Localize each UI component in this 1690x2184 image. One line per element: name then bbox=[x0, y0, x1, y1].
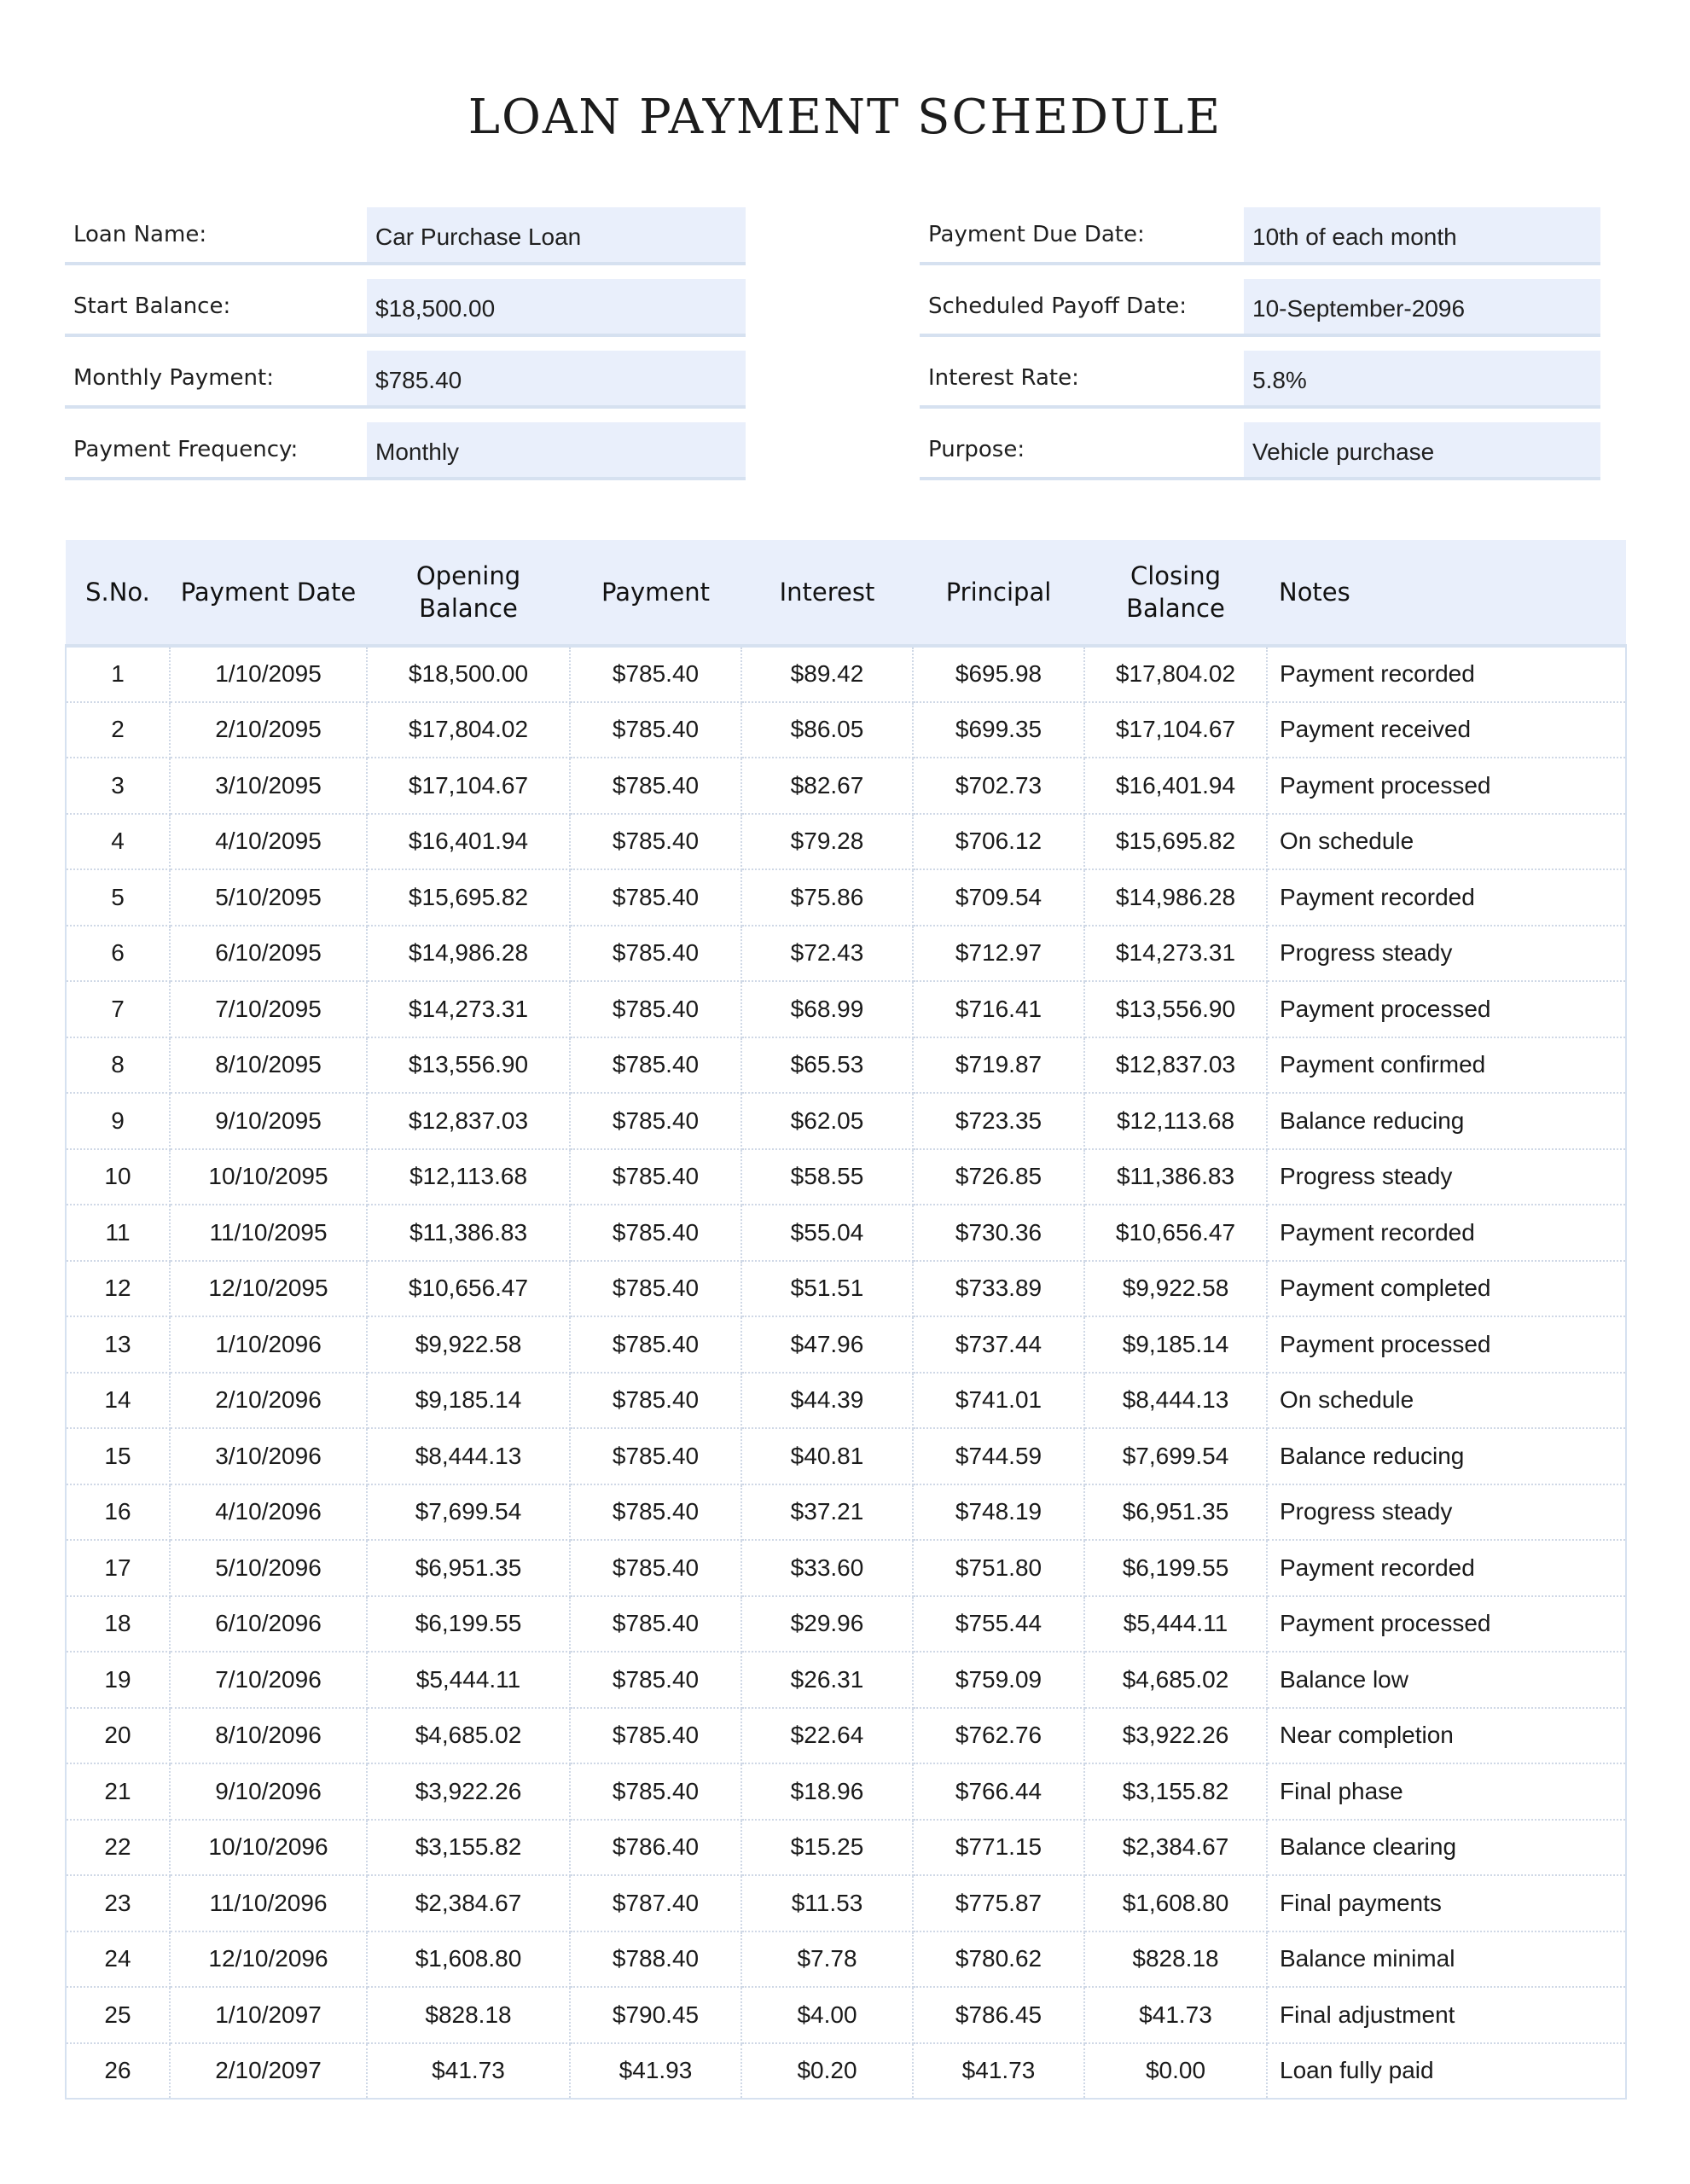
cell-closing-balance: $41.73 bbox=[1084, 1987, 1267, 2043]
cell-payment: $785.40 bbox=[570, 1093, 741, 1149]
cell-closing-balance: $4,685.02 bbox=[1084, 1652, 1267, 1708]
cell-sno: 4 bbox=[66, 814, 170, 870]
cell-sno: 13 bbox=[66, 1316, 170, 1373]
cell-notes: Progress steady bbox=[1267, 1149, 1626, 1205]
header-interest: Interest bbox=[741, 540, 913, 646]
cell-notes: Payment completed bbox=[1267, 1261, 1626, 1317]
cell-payment-date: 7/10/2096 bbox=[170, 1652, 367, 1708]
cell-notes: Payment recorded bbox=[1267, 1540, 1626, 1596]
table-row bbox=[66, 1484, 1626, 1541]
cell-principal: $748.19 bbox=[913, 1484, 1084, 1541]
cell-opening-balance: $6,951.35 bbox=[367, 1540, 570, 1596]
cell-payment: $787.40 bbox=[570, 1875, 741, 1931]
cell-payment: $785.40 bbox=[570, 1037, 741, 1094]
cell-payment: $785.40 bbox=[570, 1149, 741, 1205]
cell-notes: Progress steady bbox=[1267, 1484, 1626, 1541]
cell-opening-balance: $828.18 bbox=[367, 1987, 570, 2043]
cell-interest: $47.96 bbox=[741, 1316, 913, 1373]
cell-payment: $785.40 bbox=[570, 1540, 741, 1596]
summary-label: Loan Name: bbox=[73, 222, 207, 247]
cell-interest: $0.20 bbox=[741, 2043, 913, 2100]
cell-payment: $785.40 bbox=[570, 1261, 741, 1317]
cell-opening-balance: $1,608.80 bbox=[367, 1931, 570, 1988]
cell-principal: $41.73 bbox=[913, 2043, 1084, 2100]
cell-payment: $785.40 bbox=[570, 1652, 741, 1708]
cell-payment: $788.40 bbox=[570, 1931, 741, 1988]
cell-interest: $89.42 bbox=[741, 646, 913, 702]
cell-payment-date: 2/10/2097 bbox=[170, 2043, 367, 2100]
cell-sno: 7 bbox=[66, 981, 170, 1037]
cell-payment-date: 3/10/2095 bbox=[170, 758, 367, 814]
table-body bbox=[66, 646, 1626, 2099]
cell-payment: $785.40 bbox=[570, 702, 741, 758]
cell-principal: $737.44 bbox=[913, 1316, 1084, 1373]
cell-interest: $82.67 bbox=[741, 758, 913, 814]
header-opening-line1: Opening bbox=[415, 561, 521, 590]
cell-principal: $786.45 bbox=[913, 1987, 1084, 2043]
cell-opening-balance: $3,922.26 bbox=[367, 1763, 570, 1820]
cell-payment-date: 5/10/2096 bbox=[170, 1540, 367, 1596]
cell-interest: $62.05 bbox=[741, 1093, 913, 1149]
cell-sno: 15 bbox=[66, 1428, 170, 1484]
cell-payment-date: 8/10/2095 bbox=[170, 1037, 367, 1094]
cell-sno: 16 bbox=[66, 1484, 170, 1541]
cell-sno: 8 bbox=[66, 1037, 170, 1094]
cell-payment: $785.40 bbox=[570, 1373, 741, 1429]
cell-notes: Payment processed bbox=[1267, 758, 1626, 814]
cell-payment: $785.40 bbox=[570, 926, 741, 982]
cell-opening-balance: $16,401.94 bbox=[367, 814, 570, 870]
summary-row-purpose bbox=[920, 422, 1600, 480]
cell-notes: Balance minimal bbox=[1267, 1931, 1626, 1988]
cell-closing-balance: $3,155.82 bbox=[1084, 1763, 1267, 1820]
cell-closing-balance: $17,804.02 bbox=[1084, 646, 1267, 702]
cell-payment-date: 10/10/2096 bbox=[170, 1820, 367, 1876]
cell-interest: $18.96 bbox=[741, 1763, 913, 1820]
table-row bbox=[66, 1261, 1626, 1317]
summary-row-loan-name bbox=[65, 207, 746, 265]
cell-notes: Payment processed bbox=[1267, 1596, 1626, 1653]
cell-notes: Balance clearing bbox=[1267, 1820, 1626, 1876]
cell-notes: Final adjustment bbox=[1267, 1987, 1626, 2043]
cell-interest: $7.78 bbox=[741, 1931, 913, 1988]
cell-interest: $40.81 bbox=[741, 1428, 913, 1484]
cell-payment-date: 12/10/2095 bbox=[170, 1261, 367, 1317]
cell-interest: $15.25 bbox=[741, 1820, 913, 1876]
cell-interest: $68.99 bbox=[741, 981, 913, 1037]
cell-sno: 5 bbox=[66, 869, 170, 926]
cell-sno: 11 bbox=[66, 1205, 170, 1261]
cell-opening-balance: $41.73 bbox=[367, 2043, 570, 2100]
summary-label: Payment Frequency: bbox=[73, 437, 299, 462]
header-closing-line2: Balance bbox=[1126, 594, 1225, 623]
cell-interest: $37.21 bbox=[741, 1484, 913, 1541]
cell-payment-date: 5/10/2095 bbox=[170, 869, 367, 926]
cell-opening-balance: $9,185.14 bbox=[367, 1373, 570, 1429]
cell-principal: $744.59 bbox=[913, 1428, 1084, 1484]
cell-interest: $51.51 bbox=[741, 1261, 913, 1317]
cell-principal: $719.87 bbox=[913, 1037, 1084, 1094]
cell-closing-balance: $9,922.58 bbox=[1084, 1261, 1267, 1317]
cell-payment: $785.40 bbox=[570, 869, 741, 926]
header-closing-balance bbox=[1084, 540, 1267, 646]
cell-payment-date: 6/10/2095 bbox=[170, 926, 367, 982]
cell-opening-balance: $3,155.82 bbox=[367, 1820, 570, 1876]
cell-opening-balance: $9,922.58 bbox=[367, 1316, 570, 1373]
cell-notes: Payment received bbox=[1267, 702, 1626, 758]
cell-payment: $786.40 bbox=[570, 1820, 741, 1876]
cell-opening-balance: $6,199.55 bbox=[367, 1596, 570, 1653]
table-row bbox=[66, 814, 1626, 870]
cell-principal: $716.41 bbox=[913, 981, 1084, 1037]
cell-interest: $86.05 bbox=[741, 702, 913, 758]
cell-principal: $759.09 bbox=[913, 1652, 1084, 1708]
cell-payment: $785.40 bbox=[570, 814, 741, 870]
cell-opening-balance: $4,685.02 bbox=[367, 1708, 570, 1764]
table-row bbox=[66, 1093, 1626, 1149]
cell-interest: $29.96 bbox=[741, 1596, 913, 1653]
cell-payment: $785.40 bbox=[570, 1428, 741, 1484]
cell-sno: 9 bbox=[66, 1093, 170, 1149]
cell-sno: 26 bbox=[66, 2043, 170, 2100]
cell-principal: $706.12 bbox=[913, 814, 1084, 870]
cell-sno: 25 bbox=[66, 1987, 170, 2043]
cell-interest: $22.64 bbox=[741, 1708, 913, 1764]
cell-principal: $733.89 bbox=[913, 1261, 1084, 1317]
cell-notes: Payment recorded bbox=[1267, 1205, 1626, 1261]
cell-closing-balance: $10,656.47 bbox=[1084, 1205, 1267, 1261]
table-row bbox=[66, 1652, 1626, 1708]
cell-payment-date: 8/10/2096 bbox=[170, 1708, 367, 1764]
cell-closing-balance: $2,384.67 bbox=[1084, 1820, 1267, 1876]
cell-notes: Loan fully paid bbox=[1267, 2043, 1626, 2100]
cell-interest: $79.28 bbox=[741, 814, 913, 870]
table-row bbox=[66, 1596, 1626, 1653]
cell-closing-balance: $9,185.14 bbox=[1084, 1316, 1267, 1373]
cell-payment-date: 9/10/2095 bbox=[170, 1093, 367, 1149]
cell-closing-balance: $0.00 bbox=[1084, 2043, 1267, 2100]
table-row bbox=[66, 1037, 1626, 1094]
header-closing-line1: Closing bbox=[1130, 561, 1221, 590]
cell-opening-balance: $13,556.90 bbox=[367, 1037, 570, 1094]
cell-interest: $72.43 bbox=[741, 926, 913, 982]
cell-payment-date: 4/10/2096 bbox=[170, 1484, 367, 1541]
header-payment-date: Payment Date bbox=[170, 540, 367, 646]
cell-closing-balance: $7,699.54 bbox=[1084, 1428, 1267, 1484]
cell-opening-balance: $2,384.67 bbox=[367, 1875, 570, 1931]
cell-notes: Payment processed bbox=[1267, 1316, 1626, 1373]
cell-notes: Progress steady bbox=[1267, 926, 1626, 982]
table-row bbox=[66, 1987, 1626, 2043]
cell-principal: $766.44 bbox=[913, 1763, 1084, 1820]
cell-opening-balance: $12,837.03 bbox=[367, 1093, 570, 1149]
cell-closing-balance: $6,199.55 bbox=[1084, 1540, 1267, 1596]
cell-principal: $723.35 bbox=[913, 1093, 1084, 1149]
cell-payment: $41.93 bbox=[570, 2043, 741, 2100]
cell-interest: $11.53 bbox=[741, 1875, 913, 1931]
cell-principal: $762.76 bbox=[913, 1708, 1084, 1764]
cell-opening-balance: $18,500.00 bbox=[367, 646, 570, 702]
table-row bbox=[66, 981, 1626, 1037]
cell-notes: Payment recorded bbox=[1267, 869, 1626, 926]
payoff-date-value: 10-September-2096 bbox=[1244, 279, 1600, 334]
cell-payment: $785.40 bbox=[570, 1763, 741, 1820]
cell-notes: Payment processed bbox=[1267, 981, 1626, 1037]
cell-interest: $26.31 bbox=[741, 1652, 913, 1708]
cell-opening-balance: $8,444.13 bbox=[367, 1428, 570, 1484]
cell-closing-balance: $12,113.68 bbox=[1084, 1093, 1267, 1149]
cell-sno: 23 bbox=[66, 1875, 170, 1931]
header-opening-balance bbox=[367, 540, 570, 646]
cell-payment-date: 3/10/2096 bbox=[170, 1428, 367, 1484]
cell-notes: Payment confirmed bbox=[1267, 1037, 1626, 1094]
payment-frequency-value: Monthly bbox=[367, 422, 746, 477]
cell-closing-balance: $828.18 bbox=[1084, 1931, 1267, 1988]
cell-closing-balance: $12,837.03 bbox=[1084, 1037, 1267, 1094]
cell-payment: $785.40 bbox=[570, 1205, 741, 1261]
table-row bbox=[66, 1149, 1626, 1205]
cell-sno: 12 bbox=[66, 1261, 170, 1317]
cell-notes: Balance reducing bbox=[1267, 1093, 1626, 1149]
cell-payment-date: 12/10/2096 bbox=[170, 1931, 367, 1988]
cell-payment: $785.40 bbox=[570, 758, 741, 814]
cell-notes: Final phase bbox=[1267, 1763, 1626, 1820]
table-row bbox=[66, 1763, 1626, 1820]
cell-opening-balance: $12,113.68 bbox=[367, 1149, 570, 1205]
cell-payment-date: 1/10/2096 bbox=[170, 1316, 367, 1373]
header-sno: S.No. bbox=[66, 540, 170, 646]
cell-payment: $785.40 bbox=[570, 1596, 741, 1653]
cell-opening-balance: $10,656.47 bbox=[367, 1261, 570, 1317]
cell-principal: $730.36 bbox=[913, 1205, 1084, 1261]
cell-sno: 14 bbox=[66, 1373, 170, 1429]
cell-principal: $702.73 bbox=[913, 758, 1084, 814]
purpose-value: Vehicle purchase bbox=[1244, 422, 1600, 477]
cell-payment-date: 1/10/2097 bbox=[170, 1987, 367, 2043]
cell-payment: $790.45 bbox=[570, 1987, 741, 2043]
summary-label: Scheduled Payoff Date: bbox=[928, 293, 1188, 319]
cell-interest: $33.60 bbox=[741, 1540, 913, 1596]
cell-payment: $785.40 bbox=[570, 981, 741, 1037]
cell-principal: $699.35 bbox=[913, 702, 1084, 758]
header-notes: Notes bbox=[1267, 540, 1626, 646]
cell-notes: On schedule bbox=[1267, 1373, 1626, 1429]
summary-row-payoff-date bbox=[920, 279, 1600, 337]
cell-principal: $755.44 bbox=[913, 1596, 1084, 1653]
cell-closing-balance: $15,695.82 bbox=[1084, 814, 1267, 870]
payment-due-date-value: 10th of each month bbox=[1244, 207, 1600, 262]
cell-opening-balance: $5,444.11 bbox=[367, 1652, 570, 1708]
cell-closing-balance: $3,922.26 bbox=[1084, 1708, 1267, 1764]
cell-sno: 6 bbox=[66, 926, 170, 982]
cell-sno: 20 bbox=[66, 1708, 170, 1764]
cell-sno: 17 bbox=[66, 1540, 170, 1596]
cell-closing-balance: $5,444.11 bbox=[1084, 1596, 1267, 1653]
cell-interest: $58.55 bbox=[741, 1149, 913, 1205]
table-row bbox=[66, 1931, 1626, 1988]
loan-name-value: Car Purchase Loan bbox=[367, 207, 746, 262]
cell-opening-balance: $14,273.31 bbox=[367, 981, 570, 1037]
cell-sno: 18 bbox=[66, 1596, 170, 1653]
cell-closing-balance: $13,556.90 bbox=[1084, 981, 1267, 1037]
table-row bbox=[66, 702, 1626, 758]
summary-row-monthly-payment bbox=[65, 351, 746, 409]
page-title: LOAN PAYMENT SCHEDULE bbox=[468, 90, 1222, 145]
start-balance-value: $18,500.00 bbox=[367, 279, 746, 334]
cell-interest: $4.00 bbox=[741, 1987, 913, 2043]
cell-principal: $695.98 bbox=[913, 646, 1084, 702]
cell-principal: $771.15 bbox=[913, 1820, 1084, 1876]
cell-principal: $751.80 bbox=[913, 1540, 1084, 1596]
cell-principal: $741.01 bbox=[913, 1373, 1084, 1429]
table-row bbox=[66, 2043, 1626, 2100]
cell-sno: 1 bbox=[66, 646, 170, 702]
cell-payment: $785.40 bbox=[570, 1708, 741, 1764]
table-row bbox=[66, 1428, 1626, 1484]
cell-closing-balance: $14,273.31 bbox=[1084, 926, 1267, 982]
cell-principal: $726.85 bbox=[913, 1149, 1084, 1205]
summary-label: Start Balance: bbox=[73, 293, 231, 319]
table-row bbox=[66, 1540, 1626, 1596]
summary-row-payment-frequency bbox=[65, 422, 746, 480]
table-row bbox=[66, 758, 1626, 814]
table-row bbox=[66, 1820, 1626, 1876]
cell-payment-date: 11/10/2096 bbox=[170, 1875, 367, 1931]
cell-payment-date: 2/10/2096 bbox=[170, 1373, 367, 1429]
cell-closing-balance: $17,104.67 bbox=[1084, 702, 1267, 758]
cell-payment-date: 2/10/2095 bbox=[170, 702, 367, 758]
cell-opening-balance: $17,804.02 bbox=[367, 702, 570, 758]
cell-opening-balance: $11,386.83 bbox=[367, 1205, 570, 1261]
cell-opening-balance: $17,104.67 bbox=[367, 758, 570, 814]
table-row bbox=[66, 1708, 1626, 1764]
cell-closing-balance: $6,951.35 bbox=[1084, 1484, 1267, 1541]
summary-label: Payment Due Date: bbox=[928, 222, 1145, 247]
cell-principal: $712.97 bbox=[913, 926, 1084, 982]
header-opening-line2: Balance bbox=[419, 594, 518, 623]
cell-notes: Near completion bbox=[1267, 1708, 1626, 1764]
table-header-row bbox=[66, 540, 1626, 646]
cell-notes: Balance reducing bbox=[1267, 1428, 1626, 1484]
table-row bbox=[66, 1205, 1626, 1261]
table-row bbox=[66, 869, 1626, 926]
cell-sno: 19 bbox=[66, 1652, 170, 1708]
cell-notes: Balance low bbox=[1267, 1652, 1626, 1708]
cell-closing-balance: $11,386.83 bbox=[1084, 1149, 1267, 1205]
cell-interest: $65.53 bbox=[741, 1037, 913, 1094]
cell-interest: $75.86 bbox=[741, 869, 913, 926]
summary-label: Interest Rate: bbox=[928, 365, 1079, 391]
cell-sno: 24 bbox=[66, 1931, 170, 1988]
cell-closing-balance: $1,608.80 bbox=[1084, 1875, 1267, 1931]
table-row bbox=[66, 926, 1626, 982]
summary-row-start-balance bbox=[65, 279, 746, 337]
table-row bbox=[66, 1875, 1626, 1931]
cell-sno: 22 bbox=[66, 1820, 170, 1876]
cell-payment: $785.40 bbox=[570, 1484, 741, 1541]
cell-interest: $44.39 bbox=[741, 1373, 913, 1429]
header-payment: Payment bbox=[570, 540, 741, 646]
cell-closing-balance: $14,986.28 bbox=[1084, 869, 1267, 926]
cell-closing-balance: $16,401.94 bbox=[1084, 758, 1267, 814]
cell-sno: 21 bbox=[66, 1763, 170, 1820]
table-row bbox=[66, 1316, 1626, 1373]
table-row bbox=[66, 646, 1626, 702]
cell-principal: $775.87 bbox=[913, 1875, 1084, 1931]
cell-payment-date: 9/10/2096 bbox=[170, 1763, 367, 1820]
summary-row-payment-due-date bbox=[920, 207, 1600, 265]
cell-payment: $785.40 bbox=[570, 646, 741, 702]
interest-rate-value: 5.8% bbox=[1244, 351, 1600, 405]
summary-label: Purpose: bbox=[928, 437, 1025, 462]
monthly-payment-value: $785.40 bbox=[367, 351, 746, 405]
cell-payment-date: 6/10/2096 bbox=[170, 1596, 367, 1653]
cell-notes: Payment recorded bbox=[1267, 646, 1626, 702]
table-row bbox=[66, 1373, 1626, 1429]
cell-payment-date: 7/10/2095 bbox=[170, 981, 367, 1037]
cell-principal: $709.54 bbox=[913, 869, 1084, 926]
cell-opening-balance: $15,695.82 bbox=[367, 869, 570, 926]
cell-notes: Final payments bbox=[1267, 1875, 1626, 1931]
cell-payment-date: 11/10/2095 bbox=[170, 1205, 367, 1261]
cell-sno: 3 bbox=[66, 758, 170, 814]
cell-opening-balance: $7,699.54 bbox=[367, 1484, 570, 1541]
summary-row-interest-rate bbox=[920, 351, 1600, 409]
cell-notes: On schedule bbox=[1267, 814, 1626, 870]
cell-sno: 2 bbox=[66, 702, 170, 758]
summary-label: Monthly Payment: bbox=[73, 365, 274, 391]
cell-payment-date: 1/10/2095 bbox=[170, 646, 367, 702]
header-principal: Principal bbox=[913, 540, 1084, 646]
cell-payment-date: 10/10/2095 bbox=[170, 1149, 367, 1205]
payment-schedule-table bbox=[65, 540, 1627, 2100]
cell-payment-date: 4/10/2095 bbox=[170, 814, 367, 870]
cell-payment: $785.40 bbox=[570, 1316, 741, 1373]
cell-sno: 10 bbox=[66, 1149, 170, 1205]
cell-opening-balance: $14,986.28 bbox=[367, 926, 570, 982]
cell-closing-balance: $8,444.13 bbox=[1084, 1373, 1267, 1429]
cell-principal: $780.62 bbox=[913, 1931, 1084, 1988]
cell-interest: $55.04 bbox=[741, 1205, 913, 1261]
